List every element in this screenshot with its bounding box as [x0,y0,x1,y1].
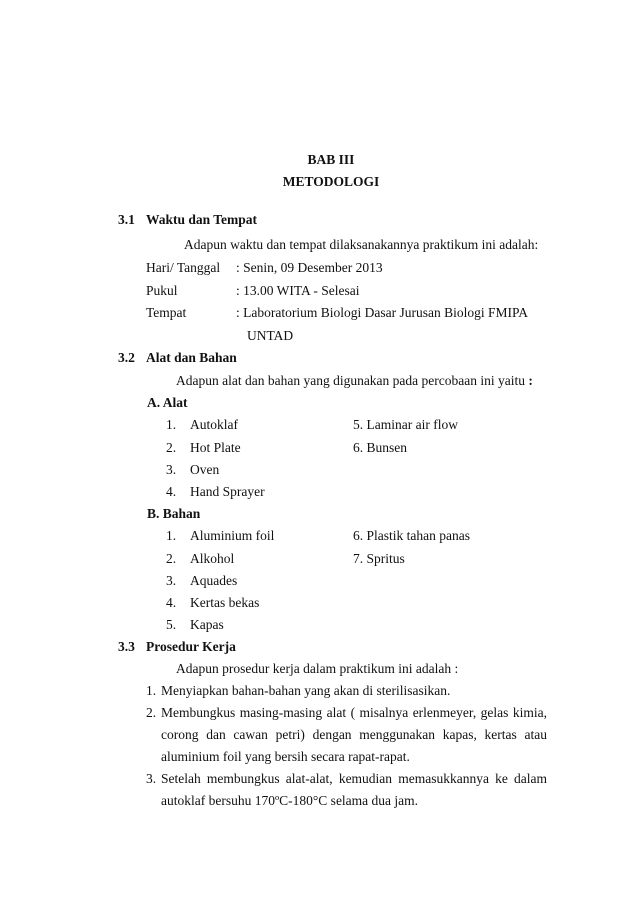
bahan-item: 2. Alkohol [166,551,235,566]
section-3-2-intro: Adapun alat dan bahan yang digunakan pada percobaan ini yaitu : [176,373,533,388]
chapter-number: BAB III [307,152,355,167]
step-line: corong dan cawan petri) dengan menggunakan kapas, kertas atau [161,727,547,742]
bahan-item: 3. Aquades [166,573,238,588]
step-line: Setelah membungkus alat-alat, kemudian memasukkannya ke dalam [161,771,547,786]
bahan-item: 5. Kapas [166,617,224,632]
section-3-3-intro: Adapun prosedur kerja dalam praktikum ini adalah : [176,661,459,676]
section-3-3-number: 3.3 [118,639,135,654]
step-line: autoklaf bersuhu 170ºC-180°C selama dua jam. [161,793,419,808]
alat-item: 4. Hand Sprayer [166,484,265,499]
step-line: Membungkus masing-masing alat ( misalnya erlenmeyer, gelas kimia, [161,705,547,720]
info-label-tempat: Tempat [146,305,187,320]
alat-item: 5. Laminar air flow [353,417,458,432]
bahan-item: 1. Aluminium foil [166,528,275,543]
bahan-item: 7. Spritus [353,551,405,566]
step-number: 2. [146,705,157,720]
section-3-2-title: Alat dan Bahan [146,350,237,365]
alat-heading: A. Alat [147,395,188,410]
info-value-pukul: : 13.00 WITA - Selesai [236,283,360,298]
step-line: Menyiapkan bahan-bahan yang akan di sterilisasikan. [161,683,451,698]
section-3-1-number: 3.1 [118,212,135,227]
bahan-item: 4. Kertas bekas [166,595,260,610]
info-label-pukul: Pukul [146,283,178,298]
alat-item: 3. Oven [166,462,220,477]
section-3-1-intro: Adapun waktu dan tempat dilaksanakannya praktikum ini adalah: [184,237,539,252]
section-3-2-number: 3.2 [118,350,135,365]
alat-item: 2. Hot Plate [166,440,241,455]
bahan-item: 6. Plastik tahan panas [353,528,470,543]
info-value-tempat: : Laboratorium Biologi Dasar Jurusan Biologi FMIPA [236,305,528,320]
step-number: 3. [146,771,157,786]
step-line: aluminium foil yang bersih secara rapat-rapat. [161,749,410,764]
info-label-hari: Hari/ Tanggal [146,260,221,275]
alat-item: 6. Bunsen [353,440,407,455]
chapter-title: METODOLOGI [282,174,380,189]
section-3-3-title: Prosedur Kerja [146,639,236,654]
bahan-heading: B. Bahan [147,506,201,521]
info-value-hari: : Senin, 09 Desember 2013 [236,260,383,275]
info-value-tempat-continued: UNTAD [247,328,294,343]
step-number: 1. [146,683,157,698]
alat-item: 1. Autoklaf [166,417,238,432]
section-3-1-title: Waktu dan Tempat [146,212,258,227]
